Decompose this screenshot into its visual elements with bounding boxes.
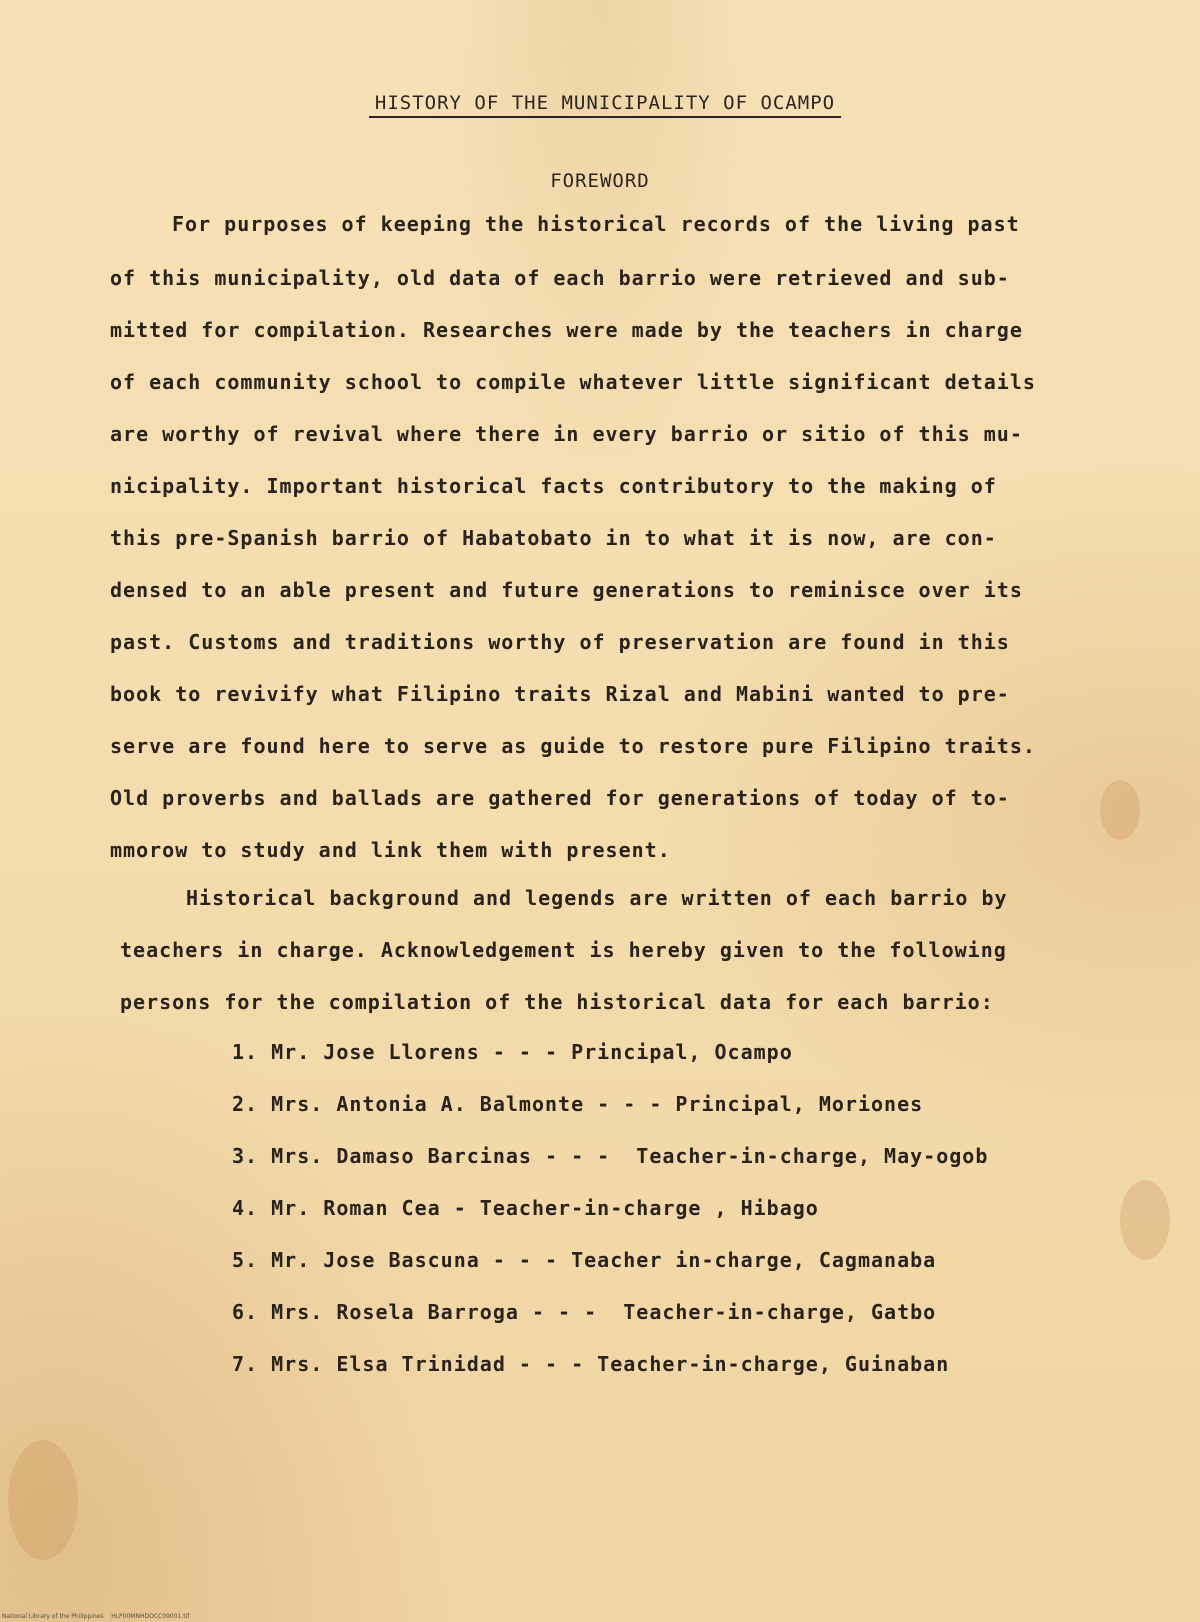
paragraph-line: book to revivify what Filipino traits Rizal and Mabini wanted to pre- (110, 682, 1010, 706)
list-item: 7. Mrs. Elsa Trinidad - - - Teacher-in-charge, Guinaban (232, 1352, 950, 1376)
paragraph-line: are worthy of revival where there in every barrio or sitio of this mu- (110, 422, 1023, 446)
scan-footer: National Library of the Philippines HLP00MNHDOCC09001.tif (2, 1613, 190, 1620)
paragraph-line: densed to an able present and future generations to reminisce over its (110, 578, 1023, 602)
paragraph-line: For purposes of keeping the historical records of the living past (172, 212, 1020, 236)
paper-stain (8, 1440, 78, 1560)
paper-stain (1100, 780, 1140, 840)
paragraph-line: teachers in charge. Acknowledgement is hereby given to the following (120, 938, 1007, 962)
paragraph-line: of this municipality, old data of each barrio were retrieved and sub- (110, 266, 1010, 290)
paragraph-line: this pre-Spanish barrio of Habatobato in to what it is now, are con- (110, 526, 997, 550)
list-item: 4. Mr. Roman Cea - Teacher-in-charge , Hibago (232, 1196, 819, 1220)
paragraph-line: mmorow to study and link them with present. (110, 838, 671, 862)
paper-stain (1120, 1180, 1170, 1260)
foreword-heading: FOREWORD (550, 170, 650, 192)
list-item: 5. Mr. Jose Bascuna - - - Teacher in-charge, Cagmanaba (232, 1248, 937, 1272)
list-item: 3. Mrs. Damaso Barcinas - - - Teacher-in-charge, May-ogob (232, 1144, 989, 1168)
document-title-text: HISTORY OF THE MUNICIPALITY OF OCAMPO (369, 92, 841, 118)
list-item: 2. Mrs. Antonia A. Balmonte - - - Principal, Moriones (232, 1092, 924, 1116)
paragraph-line: Old proverbs and ballads are gathered for generations of today of to- (110, 786, 1010, 810)
list-item: 6. Mrs. Rosela Barroga - - - Teacher-in-charge, Gatbo (232, 1300, 937, 1324)
list-item: 1. Mr. Jose Llorens - - - Principal, Ocampo (232, 1040, 793, 1064)
paragraph-line: mitted for compilation. Researches were made by the teachers in charge (110, 318, 1023, 342)
paragraph-line: past. Customs and traditions worthy of preservation are found in this (110, 630, 1010, 654)
paragraph-line: nicipality. Important historical facts contributory to the making of (110, 474, 997, 498)
paragraph-line: of each community school to compile whatever little significant details (110, 370, 1036, 394)
paragraph-line: Historical background and legends are written of each barrio by (186, 886, 1008, 910)
paragraph-line: persons for the compilation of the historical data for each barrio: (120, 990, 994, 1014)
document-title (0, 92, 1200, 118)
paragraph-line: serve are found here to serve as guide to restore pure Filipino traits. (110, 734, 1036, 758)
